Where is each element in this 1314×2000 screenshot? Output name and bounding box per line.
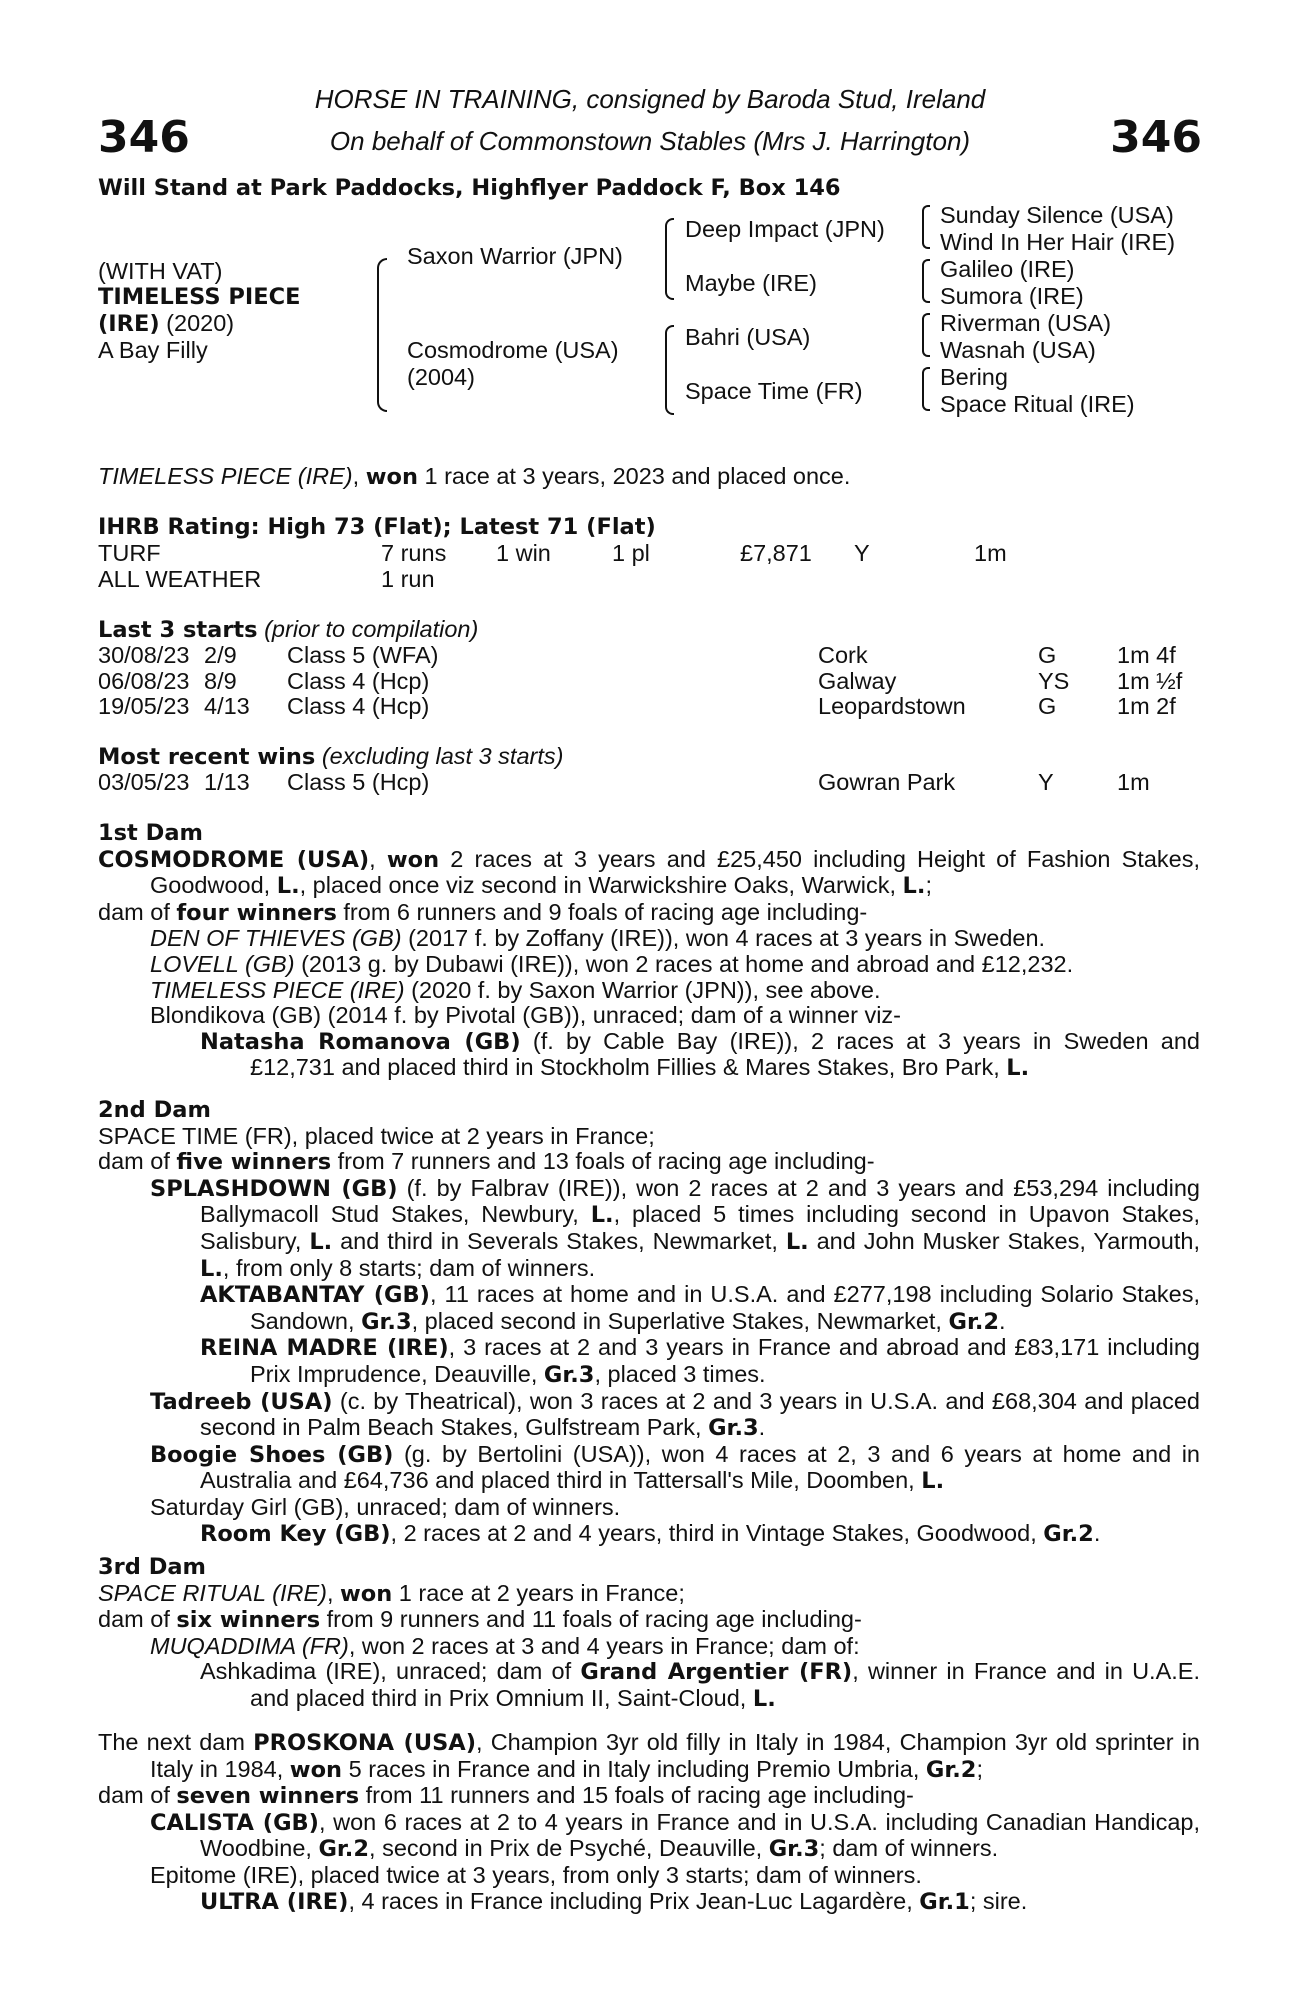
second-dam-heading: 2nd Dam (98, 1097, 211, 1123)
third-dam-heading: 3rd Dam (98, 1554, 206, 1580)
foal-muqaddima: MUQADDIMA (FR), won 2 races at 3 and 4 years in France; dam of: (150, 1632, 860, 1659)
foal-lovell: LOVELL (GB) (2013 g. by Dubawi (IRE)), won 2 races at home and abroad and £12,232. (150, 950, 1074, 977)
summary-text: 1 race at 3 years, 2023 and placed once. (417, 463, 851, 489)
recent-win-distance: 1m (1117, 769, 1150, 795)
race-summary: TIMELESS PIECE (IRE), won 1 race at 3 years, 2023 and placed once. (98, 463, 851, 490)
recent-win-going: Y (1038, 769, 1054, 795)
grandsire-1: Deep Impact (JPN) (685, 216, 885, 242)
first-dam-heading: 1st Dam (98, 820, 203, 846)
first-dam-section (98, 820, 1200, 1082)
foal-reina-madre: REINA MADRE (IRE), 3 races at 2 and 3 years in France and abroad and £83,171 including Prix Imprudence, Deauville, Gr.3, placed 3 times. (200, 1334, 1200, 1388)
foal-room-key: Room Key (GB), 2 races at 2 and 4 years, third in Vintage Stakes, Goodwood, Gr.2. (200, 1519, 1101, 1547)
last-starts-title (98, 617, 478, 644)
foal-ultra: ULTRA (IRE), 4 races in France including Prix Jean-Luc Lagardère, Gr.1; sire. (200, 1887, 1028, 1915)
recent-wins-title (98, 744, 563, 771)
pedigree-brace-gs2 (922, 259, 930, 303)
last-start-date: 19/05/23 (98, 693, 190, 720)
last-start-going: YS (1038, 667, 1070, 694)
turf-going: Y (854, 540, 870, 566)
all-weather-row (98, 567, 1198, 593)
recent-wins-heading: Most recent wins (98, 744, 316, 770)
recent-win-course: Gowran Park (818, 769, 956, 795)
turf-distance: 1m (974, 540, 1007, 566)
pedigree-brace-main (377, 258, 387, 412)
last-start-going: G (1038, 693, 1057, 720)
last-start-distance: 1m 2f (1117, 693, 1176, 720)
foal-timeless-piece: TIMELESS PIECE (IRE) (2020 f. by Saxon Warrior (JPN)), see above. (150, 976, 881, 1003)
horse-description: A Bay Filly (98, 337, 208, 363)
third-dam-section (98, 1554, 1200, 1713)
next-dam-produce: dam of seven winners from 11 runners and 15 foals of racing age including- (98, 1782, 914, 1810)
foal-epitome: Epitome (IRE), placed twice at 3 years, from only 3 starts; dam of winners. (150, 1861, 922, 1888)
consignor-line: HORSE IN TRAINING, consigned by Baroda Stud, Ireland (314, 84, 986, 114)
foal-saturday-girl: Saturday Girl (GB), unraced; dam of winners. (150, 1493, 621, 1520)
foal-boogie-shoes: Boogie Shoes (GB) (g. by Bertolini (USA)), won 4 races at 2, 3 and 6 years at home and in Australia and £64,736 and placed third in Tattersall's Mile, Doomben, L. (150, 1440, 1200, 1495)
aw-runs: 1 run (381, 566, 435, 592)
recent-win-row (98, 770, 1198, 796)
aw-label: ALL WEATHER (98, 566, 262, 592)
summary-horse-name: TIMELESS PIECE (IRE) (98, 463, 353, 489)
last-start-row (98, 669, 1198, 695)
last-start-row (98, 643, 1198, 669)
foal-calista: CALISTA (GB), won 6 races at 2 to 4 years in France and in U.S.A. including Canadian Handicap, Woodbine, Gr.2, second in Prix de Psyché, Deauville, Gr.3; dam of winners. (150, 1808, 1200, 1863)
last-start-position: 2/9 (204, 642, 237, 668)
pedigree-brace-sire (665, 218, 674, 300)
pedigree-brace-gs3 (922, 313, 930, 357)
ancestor-2: Wind In Her Hair (IRE) (940, 229, 1176, 255)
third-dam-record: SPACE RITUAL (IRE), won 1 race at 2 years in France; (98, 1579, 685, 1607)
foal-tadreeb: Tadreeb (USA) (c. by Theatrical), won 3 races at 2 and 3 years in U.S.A. and £68,304 and placed second in Palm Beach Stakes, Gulfstream Park, Gr.3. (150, 1387, 1200, 1442)
recent-win-position: 1/13 (204, 769, 250, 795)
grandsire-4: Space Time (FR) (685, 378, 863, 404)
third-dam-produce: dam of six winners from 9 runners and 11 foals of racing age including- (98, 1606, 862, 1634)
recent-wins-note: (excluding last 3 starts) (315, 743, 564, 769)
foal-blondikova: Blondikova (GB) (2014 f. by Pivotal (GB)), unraced; dam of a winner viz- (150, 1002, 902, 1029)
last-start-position: 8/9 (204, 667, 237, 694)
rating-title: IHRB Rating: High 73 (Flat); Latest 71 (Flat) (98, 514, 656, 540)
ancestor-6: Wasnah (USA) (940, 337, 1096, 363)
ancestor-8: Space Ritual (IRE) (940, 391, 1135, 417)
last-start-course: Cork (818, 642, 868, 668)
first-dam-produce: dam of four winners from 6 runners and 9 foals of racing age including- (98, 898, 868, 926)
recent-win-date: 03/05/23 (98, 769, 190, 795)
last-start-row (98, 694, 1198, 720)
dam-name: Cosmodrome (USA) (407, 337, 619, 363)
last-starts-heading: Last 3 starts (98, 617, 258, 643)
stand-location: Will Stand at Park Paddocks, Highflyer Paddock F, Box 146 (98, 175, 841, 201)
last-start-course: Leopardstown (818, 693, 966, 720)
last-starts-table (98, 643, 1198, 720)
recent-wins-table (98, 770, 1198, 796)
last-start-course: Galway (818, 667, 897, 694)
vat-label: (WITH VAT) (98, 258, 223, 284)
last-start-distance: 1m 4f (1117, 642, 1176, 668)
foal-natasha-romanova: Natasha Romanova (GB) (f. by Cable Bay (IRE)), 2 races at 3 years in Sweden and £12,731 and placed third in Stockholm Fillies & Mares Stakes, Bro Park, L. (200, 1027, 1200, 1082)
last-start-class: Class 4 (Hcp) (287, 693, 430, 720)
pedigree-brace-gs1 (922, 205, 930, 249)
ancestor-5: Riverman (USA) (940, 310, 1112, 336)
ancestor-7: Bering (940, 364, 1008, 390)
last-start-position: 4/13 (204, 693, 250, 720)
ancestor-3: Galileo (IRE) (940, 256, 1075, 282)
foal-ashkadima: Ashkadima (IRE), unraced; dam of Grand Argentier (FR), winner in France and in U.A.E. and placed third in Prix Omnium II, Saint-Cloud, L. (200, 1658, 1200, 1712)
next-dam-record: The next dam PROSKONA (USA), Champion 3yr old filly in Italy in 1984, Champion 3yr old sprinter in Italy in 1984, won 5 races in France and in Italy including Premio Umbria, Gr.2; (98, 1729, 1200, 1783)
second-dam-record: SPACE TIME (FR), placed twice at 2 years in France; (98, 1122, 655, 1149)
sire-name: Saxon Warrior (JPN) (407, 243, 623, 269)
pedigree-brace-dam (665, 325, 674, 415)
recent-win-class: Class 5 (Hcp) (287, 769, 430, 795)
foal-splashdown: SPLASHDOWN (GB) (f. by Falbrav (IRE)), won 2 races at 2 and 3 years and £53,294 including Ballymacoll Stud Stakes, Newbury, L., placed 5 times including second in Upavon Stakes, Salisbury, L. and third in Severals Stakes, Newmarket, L. and John Musker Stakes, Yarmouth, L., from only 8 starts; dam of winners. (150, 1174, 1201, 1282)
foal-den-of-thieves: DEN OF THIEVES (GB) (2017 f. by Zoffany (IRE)), won 4 races at 3 years in Sweden. (150, 925, 1046, 952)
horse-name-country-year (98, 311, 234, 338)
last-start-class: Class 4 (Hcp) (287, 667, 430, 694)
turf-placed: 1 pl (612, 540, 650, 566)
second-dam-section (98, 1097, 1200, 1547)
grandsire-2: Maybe (IRE) (685, 270, 817, 296)
turf-earnings: £7,871 (740, 540, 812, 566)
last-start-date: 30/08/23 (98, 642, 190, 668)
last-start-distance: 1m ½f (1117, 667, 1183, 694)
second-dam-produce: dam of five winners from 7 runners and 13 foals of racing age including- (98, 1148, 875, 1176)
summary-won: won (365, 464, 418, 490)
on-behalf-line: On behalf of Commonstown Stables (Mrs J. Harrington) (329, 126, 971, 156)
turf-label: TURF (98, 540, 161, 566)
first-dam-record: COSMODROME (USA), won 2 races at 3 years and £25,450 including Height of Fashion Stakes, Goodwood, L., placed once viz second in Warwickshire Oaks, Warwick, L.; (98, 845, 1201, 900)
dam-year: (2004) (407, 364, 475, 390)
horse-year: (2020) (159, 310, 235, 336)
pedigree-brace-gs4 (922, 367, 930, 411)
last-starts-note: (prior to compilation) (257, 616, 479, 642)
last-start-class: Class 5 (WFA) (287, 642, 439, 668)
last-start-going: G (1038, 642, 1057, 668)
horse-name: TIMELESS PIECE (98, 284, 301, 310)
foal-aktabantay: AKTABANTAY (GB), 11 races at home and in U.S.A. and £277,198 including Solario Stakes, Sandown, Gr.3, placed second in Superlative Stakes, Newmarket, Gr.2. (200, 1281, 1200, 1335)
turf-row (98, 541, 1198, 567)
turf-wins: 1 win (496, 540, 551, 566)
ancestor-4: Sumora (IRE) (940, 283, 1084, 309)
lot-number-left: 346 (98, 112, 190, 163)
lot-number-right: 346 (1110, 112, 1202, 163)
turf-runs: 7 runs (381, 540, 447, 566)
grandsire-3: Bahri (USA) (685, 324, 811, 350)
ancestor-1: Sunday Silence (USA) (940, 202, 1174, 228)
next-dam-section (98, 1730, 1200, 1915)
horse-country: (IRE) (98, 311, 160, 337)
last-start-date: 06/08/23 (98, 667, 190, 694)
